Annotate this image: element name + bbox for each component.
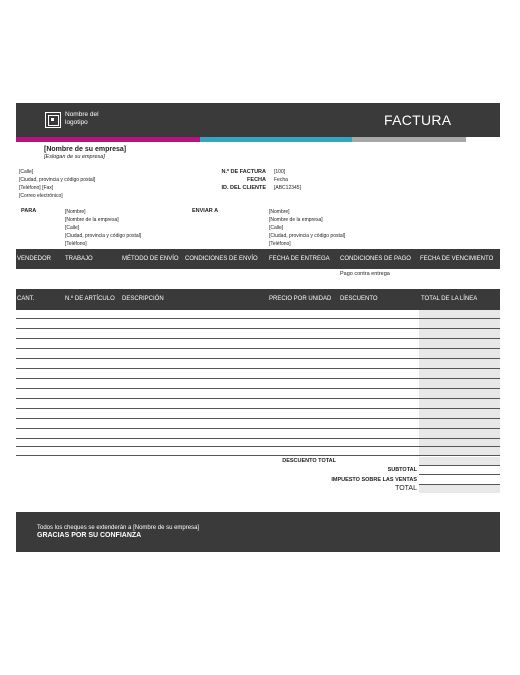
ship-to-company[interactable]: [Nombre de la empresa] xyxy=(269,217,323,223)
col-shipping-method: MÉTODO DE ENVÍO xyxy=(122,256,179,262)
table-row[interactable] xyxy=(16,348,500,349)
date-label: FECHA xyxy=(247,177,266,183)
col-salesperson: VENDEDOR xyxy=(17,256,52,262)
bill-to-city[interactable]: [Ciudad, provincia y código postal] xyxy=(65,233,142,239)
col-payment-terms: CONDICIONES DE PAGO xyxy=(340,256,411,262)
invoice-number-label: N.º DE FACTURA xyxy=(221,169,266,175)
sender-street[interactable]: [Calle] xyxy=(19,169,34,175)
table-row[interactable] xyxy=(16,338,500,339)
table-row[interactable] xyxy=(16,388,500,389)
col-discount: DESCUENTO xyxy=(340,296,378,302)
total-value[interactable] xyxy=(419,485,500,493)
ship-to-label: ENVIAR A xyxy=(192,208,219,214)
sender-email[interactable]: [Correo electrónico] xyxy=(19,193,63,199)
discount-total-value[interactable] xyxy=(419,457,500,465)
ship-to-city[interactable]: [Ciudad, provincia y código postal] xyxy=(269,233,346,239)
table-row[interactable] xyxy=(16,446,500,447)
bill-to-block xyxy=(65,208,141,248)
ship-to-name[interactable]: [Nombre] xyxy=(269,209,290,215)
sender-address xyxy=(19,168,95,200)
invoice-meta-labels xyxy=(200,168,266,192)
customer-id-label: ID. DEL CLIENTE xyxy=(221,185,266,191)
stripe-magenta xyxy=(16,137,200,142)
table-row[interactable] xyxy=(16,358,500,359)
logo-icon xyxy=(45,112,61,128)
subtotal-line xyxy=(419,474,500,475)
col-shipping-terms: CONDICIONES DE ENVÍO xyxy=(185,256,258,262)
col-delivery-date: FECHA DE ENTREGA xyxy=(269,256,330,262)
date-value[interactable]: Fecha xyxy=(274,177,288,183)
table-row[interactable] xyxy=(16,368,500,369)
bill-to-phone[interactable]: [Teléfono] xyxy=(65,241,87,247)
col-unit-price: PRECIO POR UNIDAD xyxy=(269,296,332,302)
line-total-column-shade xyxy=(419,310,500,455)
stripe-gray xyxy=(352,137,466,142)
table-row[interactable] xyxy=(16,408,500,409)
sender-city[interactable]: [Ciudad, provincia y código postal] xyxy=(19,177,96,183)
company-name[interactable]: [Nombre de su empresa] xyxy=(44,146,127,153)
table-row[interactable] xyxy=(16,398,500,399)
col-qty: CANT. xyxy=(17,296,35,302)
table-row[interactable] xyxy=(16,418,500,419)
col-item-number: N.º DE ARTÍCULO xyxy=(65,296,115,302)
subtotal-label: SUBTOTAL xyxy=(387,467,417,473)
bill-to-company[interactable]: [Nombre de la empresa] xyxy=(65,217,119,223)
customer-id-value[interactable]: [ABC12345] xyxy=(274,185,301,191)
table-row[interactable] xyxy=(16,318,500,319)
table-row[interactable] xyxy=(16,428,500,429)
ship-to-block xyxy=(269,208,345,248)
discount-total-label: DESCUENTO TOTAL xyxy=(282,458,336,464)
table-row[interactable] xyxy=(16,378,500,379)
col-job: TRABAJO xyxy=(65,256,93,262)
table-row[interactable] xyxy=(16,328,500,329)
invoice-number-value[interactable]: [100] xyxy=(274,169,286,175)
invoice-title: FACTURA xyxy=(384,112,452,128)
table-row[interactable] xyxy=(16,438,500,439)
ship-to-phone[interactable]: [Teléfono] xyxy=(269,241,291,247)
total-label: TOTAL xyxy=(395,485,417,492)
table-row[interactable] xyxy=(16,455,500,456)
bill-to-street[interactable]: [Calle] xyxy=(65,225,80,231)
company-slogan[interactable]: [Eslogan de su empresa] xyxy=(44,154,105,160)
bill-to-name[interactable]: [Nombre] xyxy=(65,209,86,215)
footer-thanks: GRACIAS POR SU CONFIANZA xyxy=(37,532,142,539)
bill-to-label: PARA xyxy=(21,208,37,214)
stripe-blue xyxy=(200,137,352,142)
logo-text: Nombre del logotipo xyxy=(65,111,99,126)
col-line-total: TOTAL DE LA LÍNEA xyxy=(421,296,478,302)
footer-checks-note: Todos los cheques se extenderán a [Nombre de su empresa] xyxy=(37,525,200,531)
discount-total-line xyxy=(419,465,500,466)
col-due-date: FECHA DE VENCIMIENTO xyxy=(420,256,494,262)
sales-tax-label: IMPUESTO SOBRE LAS VENTAS xyxy=(331,477,417,483)
sender-phone[interactable]: [Teléfono] [Fax] xyxy=(19,185,54,191)
payment-terms-value[interactable]: Pago contra entrega xyxy=(340,271,390,277)
ship-to-street[interactable]: [Calle] xyxy=(269,225,284,231)
invoice-meta-values xyxy=(274,168,301,192)
col-description: DESCRIPCIÓN xyxy=(122,296,164,302)
